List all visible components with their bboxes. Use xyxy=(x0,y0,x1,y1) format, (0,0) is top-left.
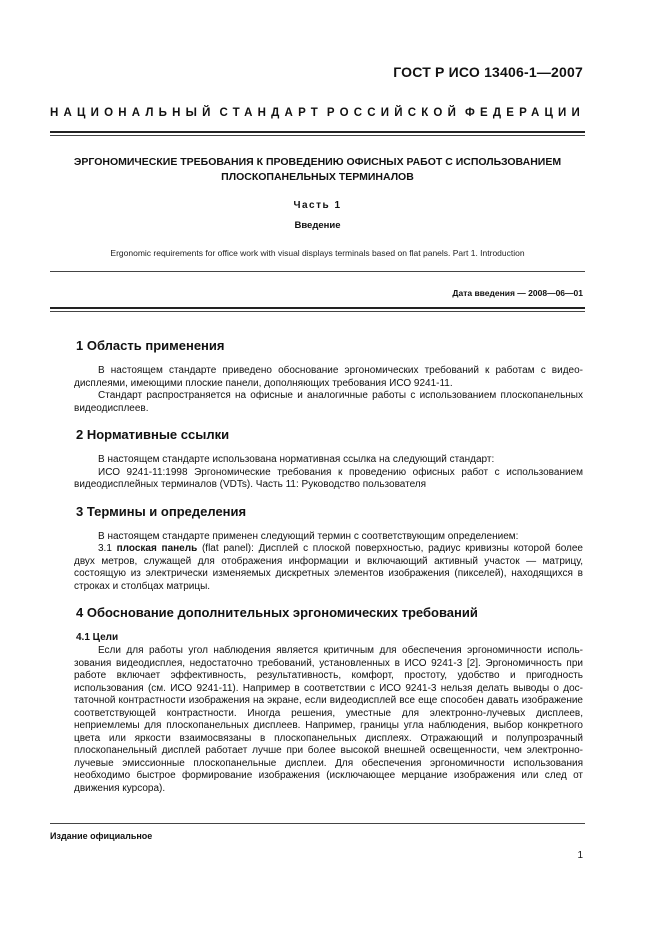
section-heading: 3 Термины и определения xyxy=(76,503,247,519)
official-edition: Издание официальное xyxy=(50,831,153,841)
paragraph: В настоящем стандарте приведено обоснование эргономических требований к работам с видеодисплеями, имеющими плоские панели, дополняющих требования ИСО 9241-11. xyxy=(74,365,583,389)
english-title: Ergonomic requirements for office work with visual displays terminals based on flat panels. Part 1. Introduction xyxy=(110,248,525,258)
term-text: (flat panel): Дисплей с плоской поверхностью, радиус кривизны которой более двух метров, служащей для отображения информации и включающий активный участок — матрицу, состоящую из электрически изменяемых дискретных элементов изображения (пикселей), находящихся в строках и столбцах матрицы. xyxy=(74,543,583,592)
banner-word: РОССИЙСКОЙ xyxy=(326,107,462,119)
document-body xyxy=(74,338,583,807)
section-heading: 4 Обоснование дополнительных эргономических требований xyxy=(76,605,478,620)
section-heading: 1 Область применения xyxy=(76,338,225,353)
paragraph: В настоящем стандарте применен следующий термин с соответствующим определением: xyxy=(98,530,519,542)
paragraph: В настоящем стандарте использована нормативная ссылка на следующий стандарт: xyxy=(98,454,495,465)
part-label: Часть 1 xyxy=(293,200,342,211)
header-rule-thin xyxy=(50,135,585,136)
header-rule-thick xyxy=(50,131,585,133)
subtitle: Введение xyxy=(294,220,341,231)
date-of-introduction: Дата введения — 2008—06—01 xyxy=(452,288,583,298)
date-rule-thick xyxy=(50,307,585,309)
section-normative-references xyxy=(74,427,583,492)
term-number: 3.1 xyxy=(98,543,112,554)
page-number: 1 xyxy=(577,850,583,861)
subsection-heading: 4.1 Цели xyxy=(76,632,119,643)
paragraph: Если для работы угол наблюдения является критичным для обеспечения эргономичности использования видеодисплея, недостаточно требований, установленных в ИСО 9241-3 [2]. Эргономичность при работе включает эффективность, результативность, комфорт, простоту, удобство и пригодность использования (см. ИСО 9241-11). Например в соответствии с ИСО 9241-3 нельзя делать выводы о достаточной контрастности изображения на экране, если видеодисплей все еще способен давать изображение соответствующей контрастности. Иногда решения, уместные для электронно-лучевых дисплеев, неприемлемы для плоскопанельных дисплеев. Например, границы угла наблюдения, выбор конкретного цвета или яркости взаимосвязаны в плоскопанельных дисплеях. Отражающий и полупрозрачный плоскопанельный дисплей работает лучше при более высокой внешней освещенности, чем электронно-лучевые эмиссионные плоскопанельные дисплеи. Для обеспечения эргономичности использования необходимо быстрое формирование изображения (исключающее мерцание изображения или след от движения курсора). xyxy=(74,645,583,794)
term: плоская панель xyxy=(116,543,198,554)
banner-word: СТАНДАРТ xyxy=(219,107,324,119)
banner-word: ФЕДЕРАЦИИ xyxy=(464,107,585,119)
footer-rule xyxy=(50,823,585,824)
section-terms xyxy=(74,504,583,594)
title-line: ПЛОСКОПАНЕЛЬНЫХ ТЕРМИНАЛОВ xyxy=(221,171,414,183)
standard-code: ГОСТ Р ИСО 13406-1—2007 xyxy=(393,64,583,80)
section-scope xyxy=(74,338,583,415)
paragraph: ИСО 9241-11:1998 Эргономические требования к проведению офисных работ с использованием видеодисплейных терминалов (VDTs). Часть 11: Руководство пользователя xyxy=(74,466,583,490)
date-rule-thin xyxy=(50,311,585,312)
term-definition xyxy=(74,543,583,593)
title-line: ЭРГОНОМИЧЕСКИЕ ТРЕБОВАНИЯ К ПРОВЕДЕНИЮ ОФИСНЫХ РАБОТ С ИСПОЛЬЗОВАНИЕМ xyxy=(73,156,562,168)
section-heading: 2 Нормативные ссылки xyxy=(76,427,230,442)
section-justification xyxy=(74,605,583,795)
banner-word: НАЦИОНАЛЬНЫЙ xyxy=(50,107,216,119)
document-title xyxy=(50,155,585,185)
paragraph: Стандарт распространяется на офисные и аналогичные работы с использованием плоскопанельных видеодисплеев. xyxy=(74,390,583,414)
title-rule xyxy=(50,271,585,272)
national-standard-banner xyxy=(50,107,585,119)
